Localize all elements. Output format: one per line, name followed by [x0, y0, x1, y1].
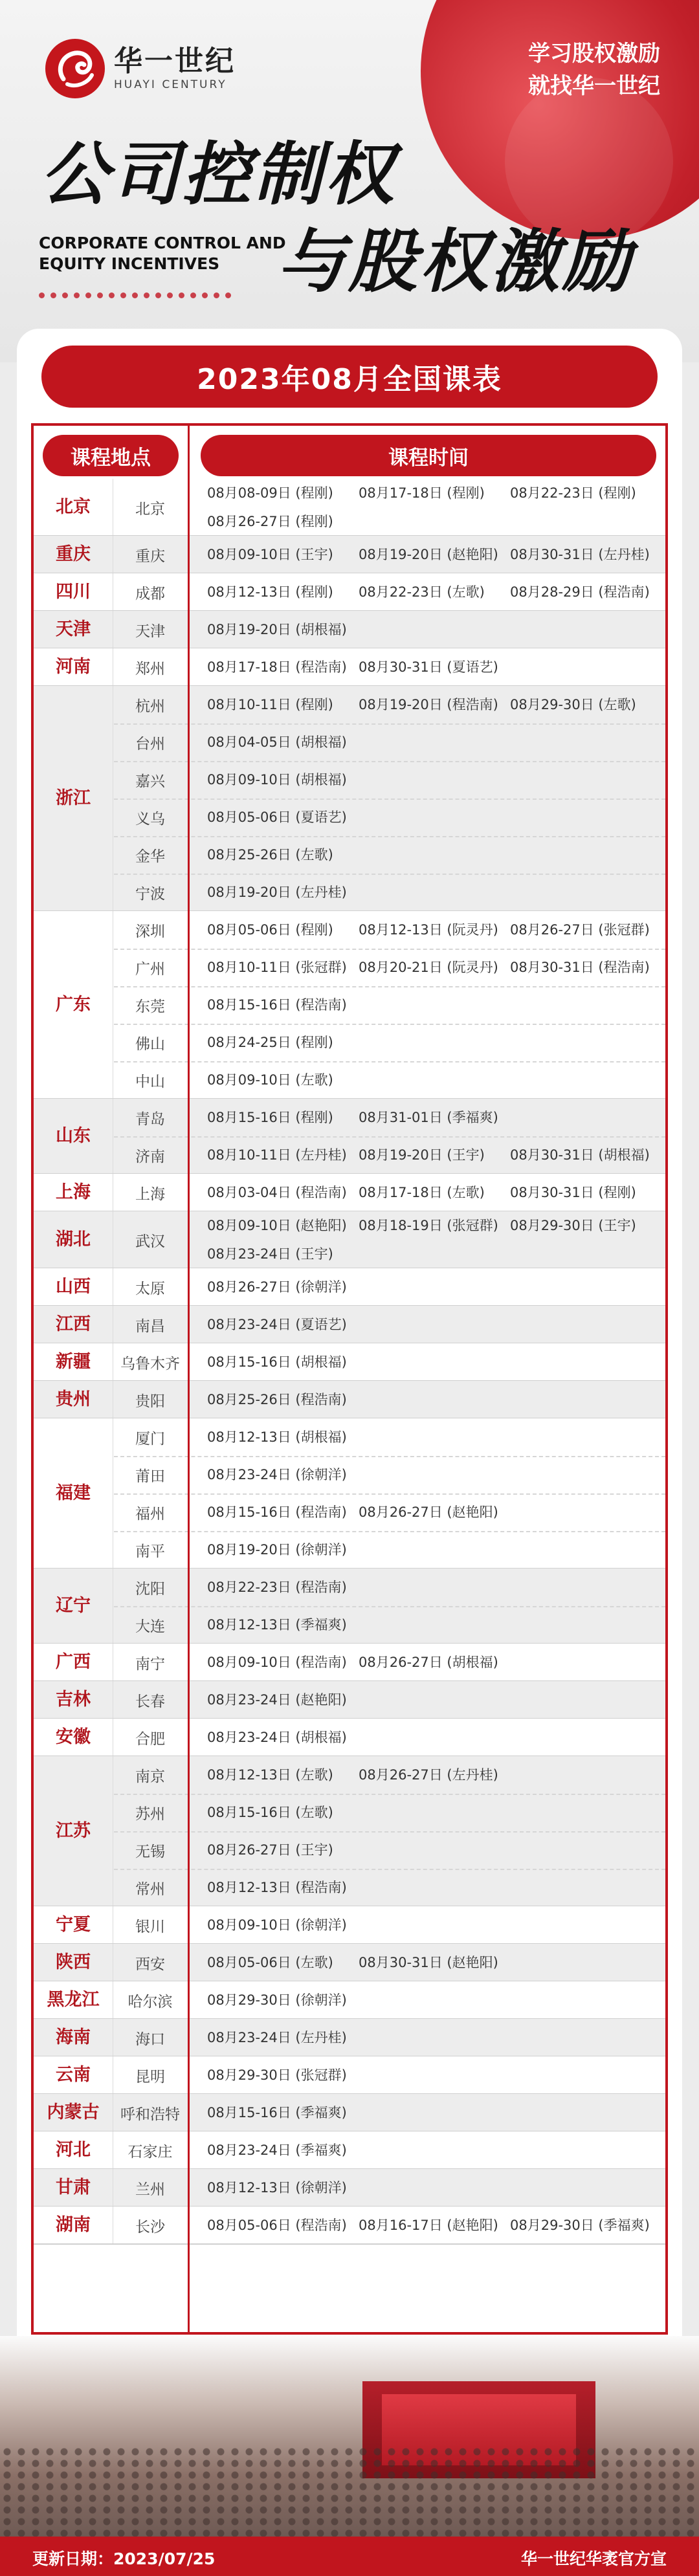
- course-date-entry: 08月17-18日 (程刚): [359, 485, 485, 501]
- course-date-entry: 08月12-13日 (胡根福): [207, 1429, 347, 1445]
- course-date-entry: 08月15-16日 (胡根福): [207, 1354, 347, 1370]
- official-account: 华一世纪华袤官方宣: [520, 2549, 667, 2568]
- course-dates: [199, 1906, 663, 1944]
- city-name: 哈尔滨: [128, 1993, 173, 2010]
- course-dates: [199, 911, 663, 949]
- course-dates: [199, 1606, 663, 1644]
- province-name: 浙江: [56, 788, 91, 808]
- course-date-entry: 08月31-01日 (季福爽): [359, 1110, 498, 1125]
- course-date-entry: 08月19-20日 (王宇): [359, 1147, 485, 1163]
- schedule-banner: 2023年08月全国课表: [41, 346, 658, 408]
- course-date-entry: 08月09-10日 (胡根福): [207, 772, 347, 787]
- course-dates: [199, 836, 663, 874]
- course-date-entry: 08月10-11日 (左丹桂): [207, 1147, 347, 1163]
- city-name: 合肥: [135, 1730, 165, 1748]
- city-name: 福州: [135, 1505, 165, 1523]
- course-date-entry: 08月26-27日 (左丹桂): [359, 1767, 498, 1783]
- city-name: 南京: [135, 1768, 165, 1785]
- course-dates: [199, 1174, 663, 1211]
- course-dates: [199, 611, 663, 648]
- course-dates: [199, 1531, 663, 1569]
- course-dates: [199, 2094, 663, 2131]
- page-title-line1: 公司控制权: [40, 135, 396, 214]
- course-date-entry: 08月05-06日 (程浩南): [207, 2218, 347, 2233]
- province-name: 宁夏: [56, 1915, 91, 1935]
- course-date-entry: 08月09-10日 (赵艳阳): [207, 1218, 347, 1233]
- decorative-dots: [39, 292, 231, 298]
- course-date-entry: 08月12-13日 (季福爽): [207, 1617, 347, 1633]
- course-dates: [199, 1343, 663, 1381]
- brand-name-cn: 华一世纪: [114, 45, 236, 78]
- city-name: 上海: [135, 1185, 165, 1203]
- city-name: 成都: [135, 585, 165, 602]
- course-date-entry: 08月15-16日 (程刚): [207, 1110, 333, 1125]
- course-dates: [199, 1681, 663, 1719]
- course-dates: [199, 761, 663, 798]
- course-dates: [199, 986, 663, 1024]
- course-date-entry: 08月23-24日 (夏语艺): [207, 1317, 347, 1332]
- course-date-entry: 08月12-13日 (程刚): [207, 584, 333, 600]
- course-date-entry: 08月26-27日 (张冠群): [510, 922, 650, 938]
- course-date-entry: 08月26-27日 (徐朝洋): [207, 1279, 347, 1295]
- course-date-entry: 08月30-31日 (胡根福): [510, 1147, 650, 1163]
- city-name: 济南: [135, 1148, 165, 1165]
- course-date-entry: 08月23-24日 (季福爽): [207, 2142, 347, 2158]
- course-dates: [199, 1136, 663, 1174]
- course-dates: [199, 1456, 663, 1493]
- province-name: 四川: [56, 582, 91, 602]
- city-name: 兰州: [135, 2181, 165, 2198]
- course-date-entry: 08月22-23日 (程刚): [510, 485, 636, 501]
- course-date-entry: 08月18-19日 (张冠群): [359, 1218, 498, 1233]
- course-date-entry: 08月25-26日 (程浩南): [207, 1392, 347, 1407]
- province-name: 内蒙古: [47, 2102, 100, 2122]
- brand-name-en: HUAYI CENTURY: [114, 78, 227, 91]
- course-dates: [199, 536, 663, 573]
- city-name: 佛山: [135, 1035, 165, 1053]
- province-name: 新疆: [56, 1352, 91, 1372]
- course-dates: [199, 1099, 663, 1136]
- course-dates: [199, 573, 663, 611]
- province-name: 云南: [56, 2065, 91, 2085]
- course-dates: [199, 648, 663, 686]
- course-date-entry: 08月09-10日 (程浩南): [207, 1655, 347, 1670]
- course-date-entry: 08月05-06日 (左歌): [207, 1955, 333, 1970]
- course-dates: [199, 798, 663, 836]
- course-date-entry: 08月29-30日 (王宇): [510, 1218, 636, 1233]
- course-dates: [199, 1024, 663, 1061]
- course-date-entry: 08月29-30日 (张冠群): [207, 2067, 347, 2083]
- city-name: 南平: [135, 1543, 165, 1560]
- city-name: 厦门: [135, 1430, 165, 1448]
- course-date-entry: 08月15-16日 (程浩南): [207, 997, 347, 1013]
- course-dates: [199, 1381, 663, 1418]
- province-name: 江苏: [56, 1821, 91, 1841]
- course-date-entry: 08月20-21日 (阮灵丹): [359, 960, 498, 975]
- course-date-entry: 08月12-13日 (左歌): [207, 1767, 333, 1783]
- course-dates: [199, 1981, 663, 2019]
- course-date-entry: 08月26-27日 (王宇): [207, 1842, 333, 1858]
- course-dates: [199, 1756, 663, 1794]
- course-date-entry: 08月17-18日 (左歌): [359, 1185, 485, 1200]
- course-dates: [199, 1061, 663, 1099]
- event-audience: [0, 2446, 699, 2537]
- province-name: 江西: [56, 1314, 91, 1334]
- city-name: 呼和浩特: [120, 2106, 180, 2123]
- course-dates: [199, 1268, 663, 1306]
- course-date-entry: 08月10-11日 (程刚): [207, 697, 333, 712]
- province-name: 北京: [56, 497, 91, 517]
- column-header-location: 课程地点: [43, 435, 179, 476]
- province-name: 河南: [56, 657, 91, 677]
- city-name: 大连: [135, 1618, 165, 1635]
- course-date-entry: 08月30-31日 (左丹桂): [510, 547, 650, 562]
- city-name: 东莞: [135, 998, 165, 1015]
- course-date-entry: 08月23-24日 (赵艳阳): [207, 1692, 347, 1708]
- page-title-line2: 与股权激励: [277, 222, 633, 302]
- city-name: 义乌: [135, 810, 165, 828]
- slogan-line1: 学习股权激励: [528, 41, 660, 67]
- column-header-time: 课程时间: [201, 435, 656, 476]
- province-name: 吉林: [56, 1690, 91, 1710]
- city-name: 郑州: [135, 660, 165, 677]
- course-date-entry: 08月23-24日 (王宇): [207, 1246, 333, 1262]
- course-date-entry: 08月26-27日 (赵艳阳): [359, 1504, 498, 1520]
- event-photo: [0, 2336, 699, 2537]
- course-date-entry: 08月23-24日 (胡根福): [207, 1730, 347, 1745]
- course-date-entry: 08月30-31日 (程刚): [510, 1185, 636, 1200]
- province-name: 山西: [56, 1277, 91, 1297]
- course-date-entry: 08月12-13日 (阮灵丹): [359, 922, 498, 938]
- province-separator: [34, 2243, 665, 2245]
- course-dates: [199, 1719, 663, 1756]
- course-date-entry: 08月12-13日 (程浩南): [207, 1880, 347, 1895]
- page-title-en: [39, 233, 286, 274]
- course-date-entry: 08月10-11日 (张冠群): [207, 960, 347, 975]
- city-name: 天津: [135, 622, 165, 640]
- city-name: 中山: [135, 1073, 165, 1090]
- course-dates: [199, 723, 663, 761]
- city-name: 深圳: [135, 923, 165, 940]
- course-date-entry: 08月09-10日 (左歌): [207, 1072, 333, 1088]
- course-date-entry: 08月30-31日 (夏语艺): [359, 659, 498, 675]
- course-date-entry: 08月05-06日 (夏语艺): [207, 809, 347, 825]
- city-name: 台州: [135, 735, 165, 753]
- city-name: 沈阳: [135, 1580, 165, 1598]
- course-date-entry: 08月17-18日 (程浩南): [207, 659, 347, 675]
- column-divider: [188, 423, 190, 2335]
- course-dates: [199, 1794, 663, 1831]
- province-name: 福建: [56, 1483, 91, 1503]
- city-name: 金华: [135, 848, 165, 865]
- province-name: 陕西: [56, 1952, 91, 1972]
- city-name: 杭州: [135, 698, 165, 715]
- page-title-en-line2: EQUITY INCENTIVES: [39, 254, 220, 273]
- city-name: 莆田: [135, 1468, 165, 1485]
- province-name: 黑龙江: [47, 1990, 100, 2010]
- province-name: 甘肃: [56, 2177, 91, 2197]
- course-date-entry: 08月19-20日 (赵艳阳): [359, 547, 498, 562]
- course-date-entry: 08月15-16日 (左歌): [207, 1805, 333, 1820]
- city-name: 南昌: [135, 1317, 165, 1335]
- course-dates: [199, 2207, 663, 2244]
- course-date-entry: 08月09-10日 (王宇): [207, 547, 333, 562]
- city-name: 南宁: [135, 1655, 165, 1673]
- course-date-entry: 08月05-06日 (程刚): [207, 922, 333, 938]
- course-date-entry: 08月29-30日 (季福爽): [510, 2218, 650, 2233]
- course-dates: [199, 2169, 663, 2207]
- city-name: 长沙: [135, 2218, 165, 2236]
- course-date-entry: 08月04-05日 (胡根福): [207, 734, 347, 750]
- city-name: 嘉兴: [135, 773, 165, 790]
- course-date-entry: 08月24-25日 (程刚): [207, 1035, 333, 1050]
- province-name: 上海: [56, 1182, 91, 1202]
- course-date-entry: 08月19-20日 (徐朝洋): [207, 1542, 347, 1558]
- logo-dragon-icon: [45, 39, 105, 98]
- city-name: 西安: [135, 1955, 165, 1973]
- course-date-entry: 08月15-16日 (程浩南): [207, 1504, 347, 1520]
- province-name: 安徽: [56, 1727, 91, 1747]
- course-date-entry: 08月19-20日 (左丹桂): [207, 885, 347, 900]
- course-date-entry: 08月03-04日 (程浩南): [207, 1185, 347, 1200]
- course-date-entry: 08月29-30日 (左歌): [510, 697, 636, 712]
- course-date-entry: 08月08-09日 (程刚): [207, 485, 333, 501]
- city-name: 乌鲁木齐: [120, 1355, 180, 1372]
- course-dates: [199, 1831, 663, 1869]
- course-dates: [199, 1944, 663, 1981]
- course-dates: [199, 2131, 663, 2169]
- city-name: 贵阳: [135, 1393, 165, 1410]
- course-dates: [199, 686, 663, 723]
- province-name: 海南: [56, 2027, 91, 2047]
- slogan-line2: 就找华一世纪: [528, 73, 660, 99]
- header: [0, 0, 699, 362]
- province-name: 湖北: [56, 1229, 91, 1249]
- course-date-entry: 08月23-24日 (左丹桂): [207, 2030, 347, 2045]
- course-date-entry: 08月23-24日 (徐朝洋): [207, 1467, 347, 1482]
- province-name: 广西: [56, 1652, 91, 1672]
- city-name: 太原: [135, 1280, 165, 1297]
- decorative-circle-highlight: [505, 78, 673, 246]
- footer-bar: [0, 2537, 699, 2576]
- course-dates: [199, 1569, 663, 1606]
- city-name: 昆明: [135, 2068, 165, 2086]
- course-dates: [199, 1644, 663, 1681]
- course-date-entry: 08月26-27日 (程刚): [207, 514, 333, 529]
- city-name: 苏州: [135, 1805, 165, 1823]
- city-name: 重庆: [135, 547, 165, 565]
- slogan: [528, 38, 660, 102]
- course-dates: [199, 874, 663, 911]
- province-name: 贵州: [56, 1389, 91, 1409]
- course-date-entry: 08月09-10日 (徐朝洋): [207, 1917, 347, 1933]
- province-name: 山东: [56, 1126, 91, 1146]
- city-name: 银川: [135, 1918, 165, 1935]
- course-date-entry: 08月29-30日 (徐朝洋): [207, 1992, 347, 2008]
- course-date-entry: 08月16-17日 (赵艳阳): [359, 2218, 498, 2233]
- course-dates: [199, 1418, 663, 1456]
- province-name: 辽宁: [56, 1596, 91, 1616]
- city-name: 广州: [135, 960, 165, 978]
- province-name: 河北: [56, 2140, 91, 2160]
- course-dates: [199, 1869, 663, 1906]
- update-date: 更新日期：2023/07/25: [32, 2549, 216, 2568]
- course-dates: [199, 949, 663, 986]
- province-name: 重庆: [56, 544, 91, 564]
- city-name: 北京: [135, 500, 165, 518]
- course-date-entry: 08月30-31日 (赵艳阳): [359, 1955, 498, 1970]
- city-name: 无锡: [135, 1843, 165, 1860]
- brand-logo: [45, 39, 236, 98]
- city-name: 石家庄: [128, 2143, 173, 2161]
- course-date-entry: 08月19-20日 (胡根福): [207, 622, 347, 637]
- course-date-entry: 08月28-29日 (程浩南): [510, 584, 650, 600]
- course-date-entry: 08月22-23日 (左歌): [359, 584, 485, 600]
- course-dates: [199, 1211, 663, 1268]
- course-dates: [199, 1306, 663, 1343]
- page-title-en-line1: CORPORATE CONTROL AND: [39, 234, 286, 252]
- course-dates: [199, 2056, 663, 2094]
- course-date-entry: 08月12-13日 (徐朝洋): [207, 2180, 347, 2196]
- course-date-entry: 08月30-31日 (程浩南): [510, 960, 650, 975]
- city-name: 常州: [135, 1880, 165, 1898]
- course-dates: [199, 479, 663, 536]
- province-name: 广东: [56, 995, 91, 1015]
- course-date-entry: 08月22-23日 (程浩南): [207, 1580, 347, 1595]
- course-date-entry: 08月15-16日 (季福爽): [207, 2105, 347, 2120]
- course-date-entry: 08月25-26日 (左歌): [207, 847, 333, 863]
- city-name: 长春: [135, 1693, 165, 1710]
- city-name: 宁波: [135, 885, 165, 903]
- city-name: 青岛: [135, 1110, 165, 1128]
- course-dates: [199, 1493, 663, 1531]
- course-dates: [199, 2019, 663, 2056]
- city-name: 武汉: [135, 1233, 165, 1250]
- city-name: 海口: [135, 2031, 165, 2048]
- province-name: 天津: [56, 619, 91, 639]
- course-date-entry: 08月19-20日 (程浩南): [359, 697, 498, 712]
- province-name: 湖南: [56, 2215, 91, 2235]
- course-date-entry: 08月26-27日 (胡根福): [359, 1655, 498, 1670]
